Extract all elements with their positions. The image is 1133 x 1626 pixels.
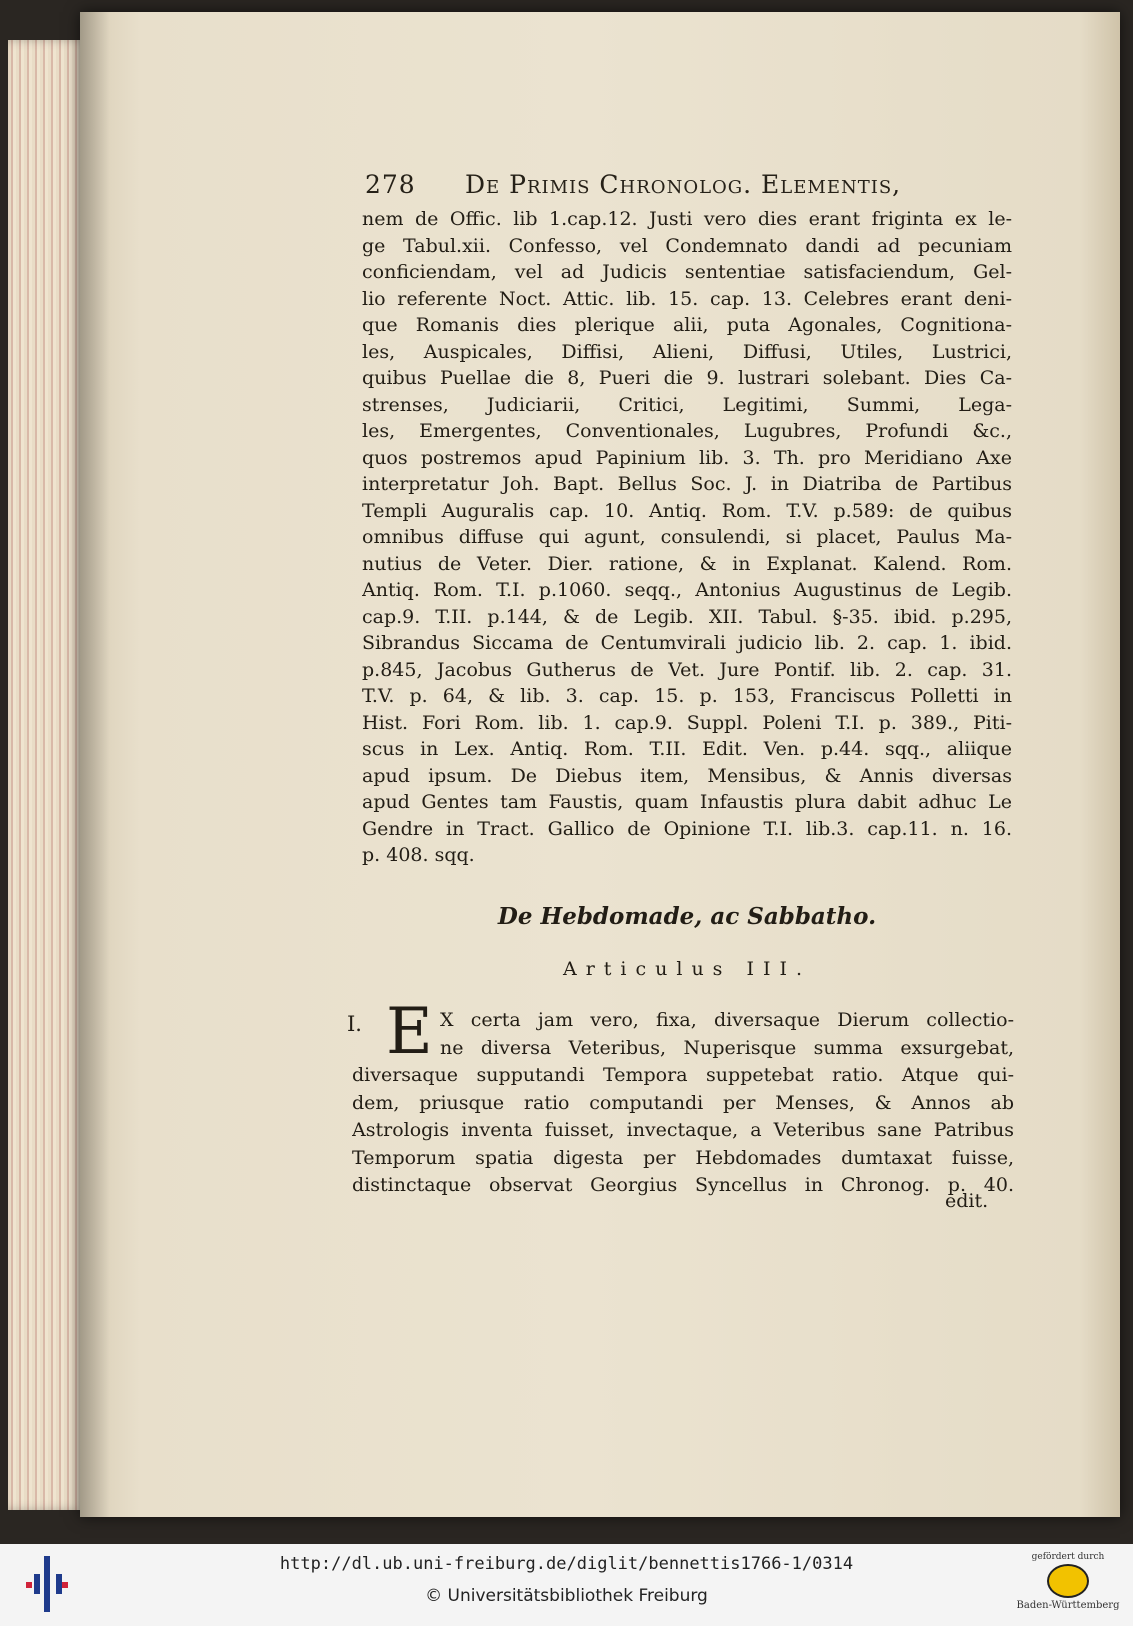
viewer-footer — [0, 1544, 1133, 1626]
text-line: distinctaque observat Georgius Syncellus in Chronog. p. 40. — [352, 1174, 1014, 1196]
text-line: Templi Auguralis cap. 10. Antiq. Rom. T.V. p.589: de quibus — [362, 499, 1012, 522]
text-line: nutius de Veter. Dier. ratione, & in Explanat. Kalend. Rom. — [362, 552, 1012, 575]
text-line: Sibrandus Siccama de Centumvirali judicio lib. 2. cap. 1. ibid. — [362, 632, 1012, 654]
permalink-url[interactable]: http://dl.ub.uni-freiburg.de/diglit/bennettis1766-1/0314 — [279, 1554, 854, 1574]
page-gutter-shadow — [80, 12, 110, 1517]
text-line: diversaque supputandi Tempora suppetebat ratio. Atque qui- — [352, 1064, 1014, 1086]
section-heading: De Hebdomade, ac Sabbatho. — [497, 903, 877, 930]
book-page-edges — [8, 40, 88, 1510]
text-line: lio referente Noct. Attic. lib. 15. cap. 13. Celebres erant deni- — [362, 287, 1012, 310]
text-line: interpretatur Joh. Bapt. Bellus Soc. J. in Diatriba de Partibus — [362, 473, 1012, 495]
text-line: Astrologis inventa fuisset, invectaque, a Veteribus sane Patribus — [352, 1119, 1014, 1141]
catchword: edit. — [945, 1190, 989, 1212]
text-line: Temporum spatia digesta per Hebdomades dumtaxat fuisse, — [352, 1146, 1014, 1169]
sponsor-bottom-text: Baden-Württemberg — [1016, 1600, 1120, 1611]
sponsor-top-text: gefördert durch — [1031, 1552, 1105, 1562]
text-block-section — [352, 1007, 1014, 1200]
text-line: apud ipsum. De Diebus item, Mensibus, & Annis diversas — [362, 764, 1012, 787]
text-line: que Romanis dies plerique alii, puta Agonales, Cognitiona- — [362, 314, 1012, 336]
page-number: 278 — [365, 170, 416, 199]
text-line: strenses, Judiciarii, Critici, Legitimi, Summi, Lega- — [362, 393, 1012, 416]
copyright-notice: © Universitätsbibliothek Freiburg — [425, 1586, 708, 1606]
text-line: Hist. Fori Rom. lib. 1. cap.9. Suppl. Poleni T.I. p. 389., Piti- — [362, 711, 1012, 734]
text-block-main — [362, 206, 1012, 869]
running-title: De Primis Chronolog. Elementis, — [465, 170, 902, 199]
text-line: quos postremos apud Papinium lib. 3. Th. pro Meridiano Axe — [362, 446, 1012, 469]
text-line: les, Emergentes, Conventionales, Lugubres, Profundi &c., — [362, 420, 1012, 442]
text-line: cap.9. T.II. p.144, & de Legib. XII. Tabul. §-35. ibid. p.295, — [362, 605, 1012, 628]
text-line: p. 408. sqq. — [362, 844, 475, 866]
text-line: Gendre in Tract. Gallico de Opinione T.I. lib.3. cap.11. n. 16. — [362, 817, 1012, 840]
text-line: quibus Puellae die 8, Pueri die 9. lustrari solebant. Dies Ca- — [362, 367, 1012, 389]
running-head — [365, 170, 965, 202]
text-line: dem, priusque ratio computandi per Menses, & Annos ab — [352, 1091, 1014, 1114]
text-line: Antiq. Rom. T.I. p.1060. seqq., Antonius Augustinus de Legib. — [362, 579, 1012, 601]
section-number: I. — [347, 1012, 362, 1036]
text-line: nem de Offic. lib 1.cap.12. Justi vero dies erant friginta ex le- — [362, 208, 1012, 230]
text-line: apud Gentes tam Faustis, quam Infaustis plura dabit adhuc Le — [362, 791, 1012, 813]
sponsor-badge — [1013, 1552, 1123, 1624]
drop-cap: E — [386, 995, 433, 1069]
text-line: X certa jam vero, fixa, diversaque Dierum collectio- — [440, 1009, 1014, 1031]
article-label: Articulus III. — [562, 958, 812, 980]
text-line: les, Auspicales, Diffisi, Alieni, Diffusi, Utiles, Lustrici, — [362, 340, 1012, 363]
text-line: scus in Lex. Antiq. Rom. T.II. Edit. Ven. p.44. sqq., aliique — [362, 738, 1012, 760]
text-line: ge Tabul.xii. Confesso, vel Condemnato dandi ad pecuniam — [362, 234, 1012, 257]
text-line: p.845, Jacobus Gutherus de Vet. Jure Pontif. lib. 2. cap. 31. — [362, 658, 1012, 681]
state-coat-of-arms-icon — [1047, 1564, 1089, 1598]
text-line: conficiendam, vel ad Judicis sententiae satisfaciendum, Gel- — [362, 261, 1012, 283]
text-line: T.V. p. 64, & lib. 3. cap. 15. p. 153, Franciscus Polletti in — [362, 685, 1012, 707]
text-line: ne diversa Veteribus, Nuperisque summa exsurgebat, — [440, 1036, 1014, 1059]
text-line: omnibus diffuse qui agunt, consulendi, si placet, Paulus Ma- — [362, 526, 1012, 548]
